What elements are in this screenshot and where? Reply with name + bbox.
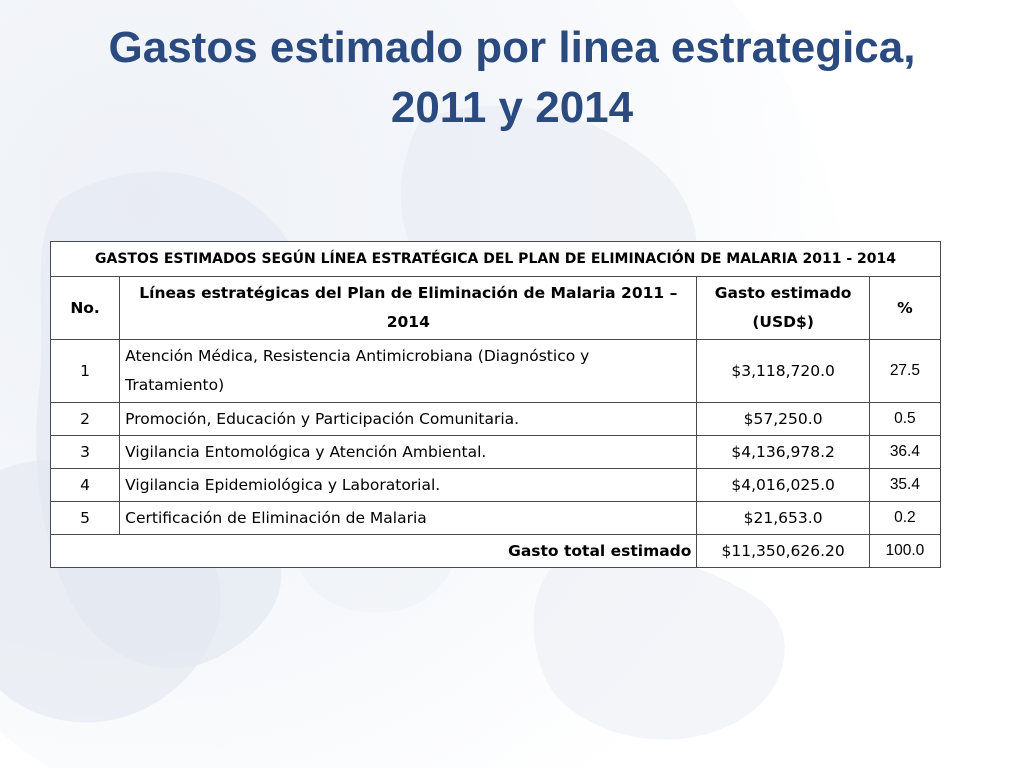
total-cost: $11,350,626.20 (697, 535, 869, 568)
table-row (51, 436, 941, 469)
cell-line: Promoción, Educación y Participación Comunitaria. (120, 403, 697, 436)
table-row (51, 403, 941, 436)
cell-cost: $57,250.0 (697, 403, 869, 436)
header-no: No. (51, 277, 120, 340)
slide-title-line2: 2011 y 2014 (390, 83, 634, 132)
header-cost: Gasto estimado (USD$) (697, 277, 869, 340)
cell-no: 3 (51, 436, 120, 469)
table-row (51, 340, 941, 403)
cell-no: 1 (51, 340, 120, 403)
cell-line: Vigilancia Epidemiológica y Laboratorial. (120, 469, 697, 502)
table-total-row (51, 535, 941, 568)
table-row (51, 469, 941, 502)
cell-line: Vigilancia Entomológica y Atención Ambiental. (120, 436, 697, 469)
table-caption-row (51, 242, 941, 277)
header-line: Líneas estratégicas del Plan de Eliminación de Malaria 2011 – 2014 (120, 277, 697, 340)
cell-pct: 27.5 (869, 340, 940, 403)
cell-cost: $4,136,978.2 (697, 436, 869, 469)
cell-line: Atención Médica, Resistencia Antimicrobiana (Diagnóstico y Tratamiento) (120, 340, 697, 403)
table-row (51, 502, 941, 535)
total-pct: 100.0 (869, 535, 940, 568)
table-caption: GASTOS ESTIMADOS SEGÚN LÍNEA ESTRATÉGICA DEL PLAN DE ELIMINACIÓN DE MALARIA 2011 - 2014 (51, 242, 941, 277)
cell-pct: 36.4 (869, 436, 940, 469)
table-header-row (51, 277, 941, 340)
cell-cost: $4,016,025.0 (697, 469, 869, 502)
cell-pct: 0.5 (869, 403, 940, 436)
expenses-table (50, 241, 941, 568)
cell-pct: 35.4 (869, 469, 940, 502)
cell-no: 4 (51, 469, 120, 502)
total-label: Gasto total estimado (51, 535, 697, 568)
cell-cost: $21,653.0 (697, 502, 869, 535)
cell-no: 2 (51, 403, 120, 436)
header-pct: % (869, 277, 940, 340)
slide-title-line1: Gastos estimado por linea estrategica, (108, 23, 916, 72)
cell-line: Certificación de Eliminación de Malaria (120, 502, 697, 535)
cell-no: 5 (51, 502, 120, 535)
cell-cost: $3,118,720.0 (697, 340, 869, 403)
cell-pct: 0.2 (869, 502, 940, 535)
slide-title (40, 18, 984, 138)
